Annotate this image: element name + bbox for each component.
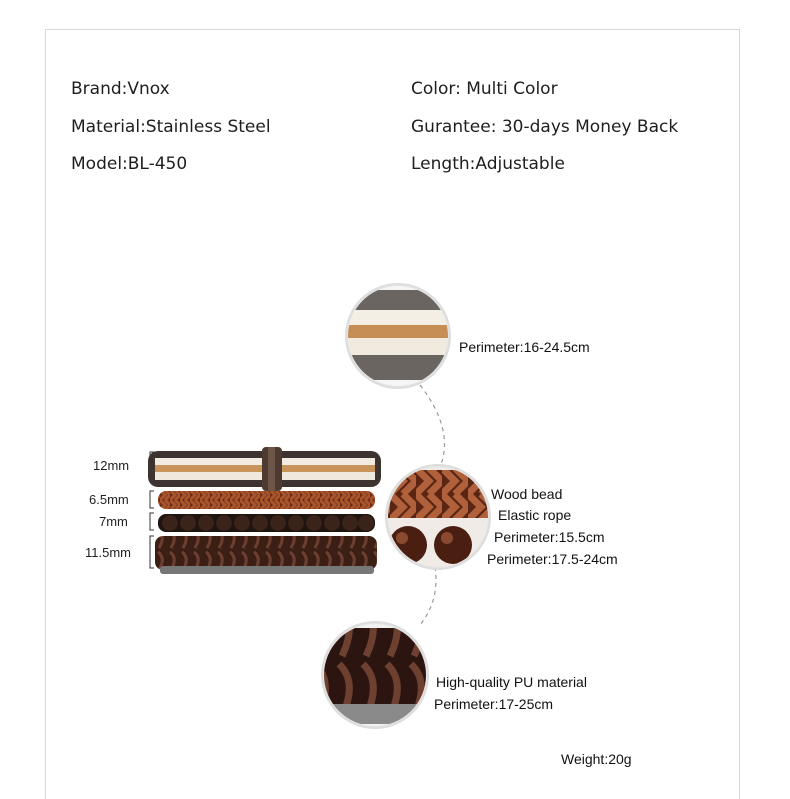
- bead-rope: Elastic rope: [498, 507, 572, 523]
- bead-material: Wood bead: [491, 486, 563, 502]
- spec-model: Model:BL-450: [71, 154, 188, 174]
- pu-material: High-quality PU material: [436, 674, 587, 690]
- bead-perimeter: Perimeter:15.5cm: [494, 529, 605, 545]
- spec-guarantee: Gurantee: 30-days Money Back: [411, 117, 679, 137]
- weight-label: Weight:20g: [561, 751, 632, 767]
- rope-perimeter: Perimeter:16-24.5cm: [459, 339, 590, 355]
- spec-length: Length:Adjustable: [411, 154, 565, 174]
- bracelet-stack: [148, 447, 381, 574]
- braid-perimeter: Perimeter:17.5-24cm: [487, 551, 618, 567]
- dimension-label-6-5mm: 6.5mm: [89, 492, 129, 507]
- detail-circle-rope: [340, 280, 460, 400]
- detail-circle-pu: [320, 620, 440, 740]
- detail-circle-beads: [380, 460, 500, 580]
- spec-brand: Brand:Vnox: [71, 79, 170, 99]
- dimension-label-11-5mm: 11.5mm: [85, 545, 131, 560]
- dimension-label-7mm: 7mm: [99, 514, 128, 529]
- spec-material: Material:Stainless Steel: [71, 117, 271, 137]
- pu-perimeter: Perimeter:17-25cm: [434, 696, 554, 712]
- dimension-label-12mm: 12mm: [93, 458, 130, 473]
- spec-color: Color: Multi Color: [411, 79, 558, 99]
